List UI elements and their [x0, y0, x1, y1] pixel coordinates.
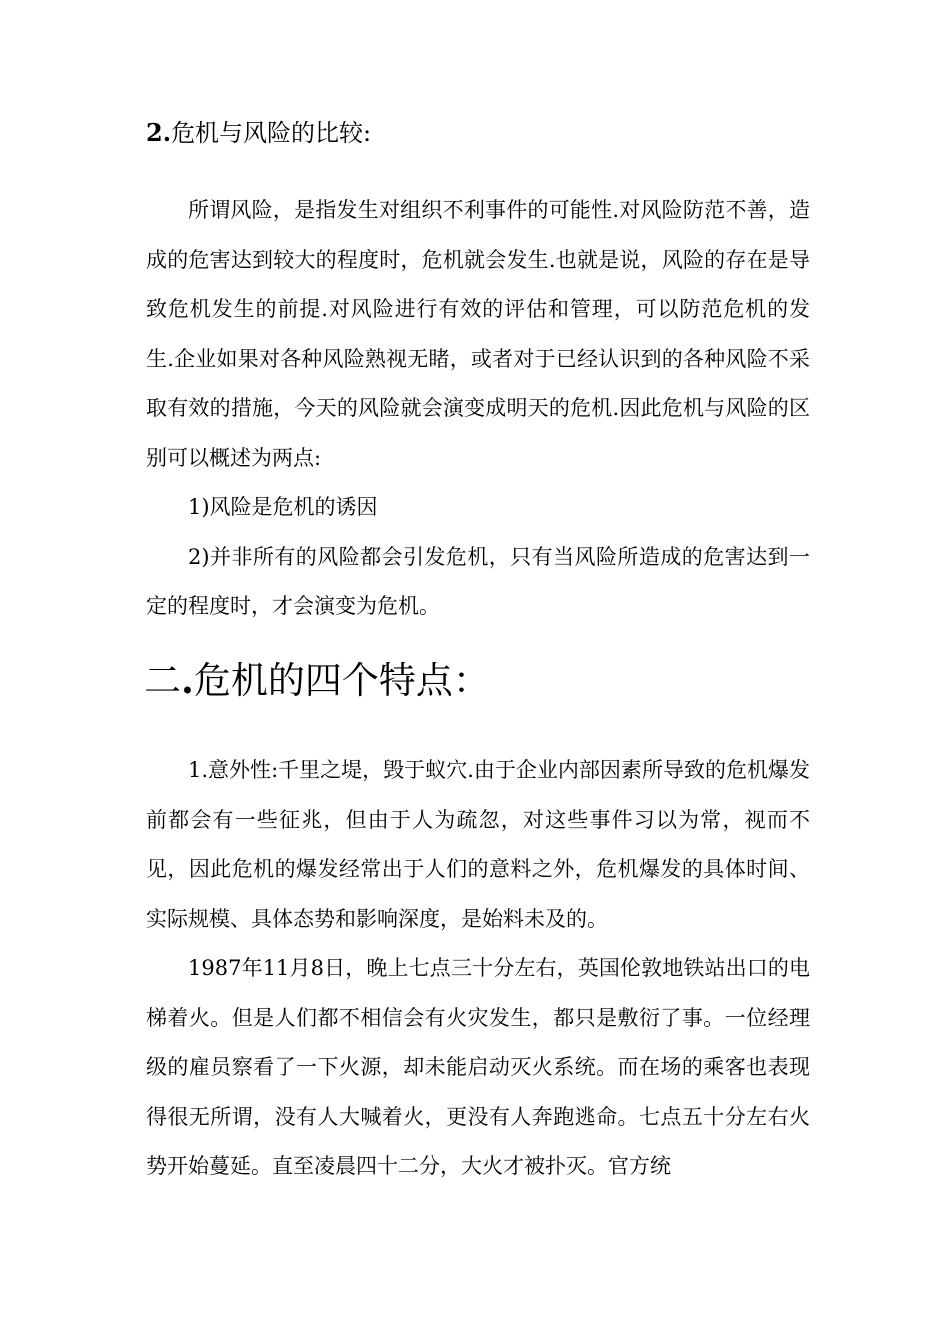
section-heading: [146, 112, 371, 154]
list-item-2: 2)并非所有的风险都会引发危机，只有当风险所造成的危害达到一定的程度时，才会演变为危机。: [146, 544, 810, 618]
chapter-number: 二: [144, 659, 181, 702]
chapter-body: [146, 746, 810, 1192]
section-title-text: 危机与风险的比较:: [171, 119, 372, 147]
paragraph-risk-definition: 所谓风险，是指发生对组织不利事件的可能性.对风险防范不善，造成的危害达到较大的程度时，危机就会发生.也就是说，风险的存在是导致危机发生的前提.对风险进行有效的评估和管理，可以防范危机的发生.企业如果对各种风险熟视无睹，或者对于已经认识到的各种风险不采取有效的措施，今天的风险就会演变成明天的危机.因此危机与风险的区别可以概述为两点:: [146, 198, 810, 470]
chapter-dot: .: [181, 658, 194, 702]
section-number: 2.: [146, 118, 172, 147]
list-item-1: 1)风险是危机的诱因: [188, 495, 378, 519]
paragraph-unexpectedness: 1.意外性:千里之堤，毁于蚁穴.由于企业内部因素所导致的危机爆发前都会有一些征兆，但由于人为疏忽，对这些事件习以为常，视而不见，因此危机的爆发经常出于人们的意料之外，危机爆发的具体时间、实际规模、具体态势和影响深度，是始料未及的。: [146, 758, 810, 931]
chapter-title-text: 危机的四个特点：: [193, 659, 490, 702]
paragraph-london-fire: 1987年11月8日，晚上七点三十分左右，英国伦敦地铁站出口的电梯着火。但是人们都不相信会有火灾发生，都只是敷衍了事。一位经理级的雇员察看了一下火源，却未能启动灭火系统。而在场的乘客也表现得很无所谓，没有人大喊着火，更没有人奔跑逃命。七点五十分左右火势开始蔓延。直至凌晨四十二分，大火才被扑灭。官方统: [146, 956, 810, 1178]
section-body: [146, 186, 810, 632]
chapter-heading: [144, 650, 490, 711]
